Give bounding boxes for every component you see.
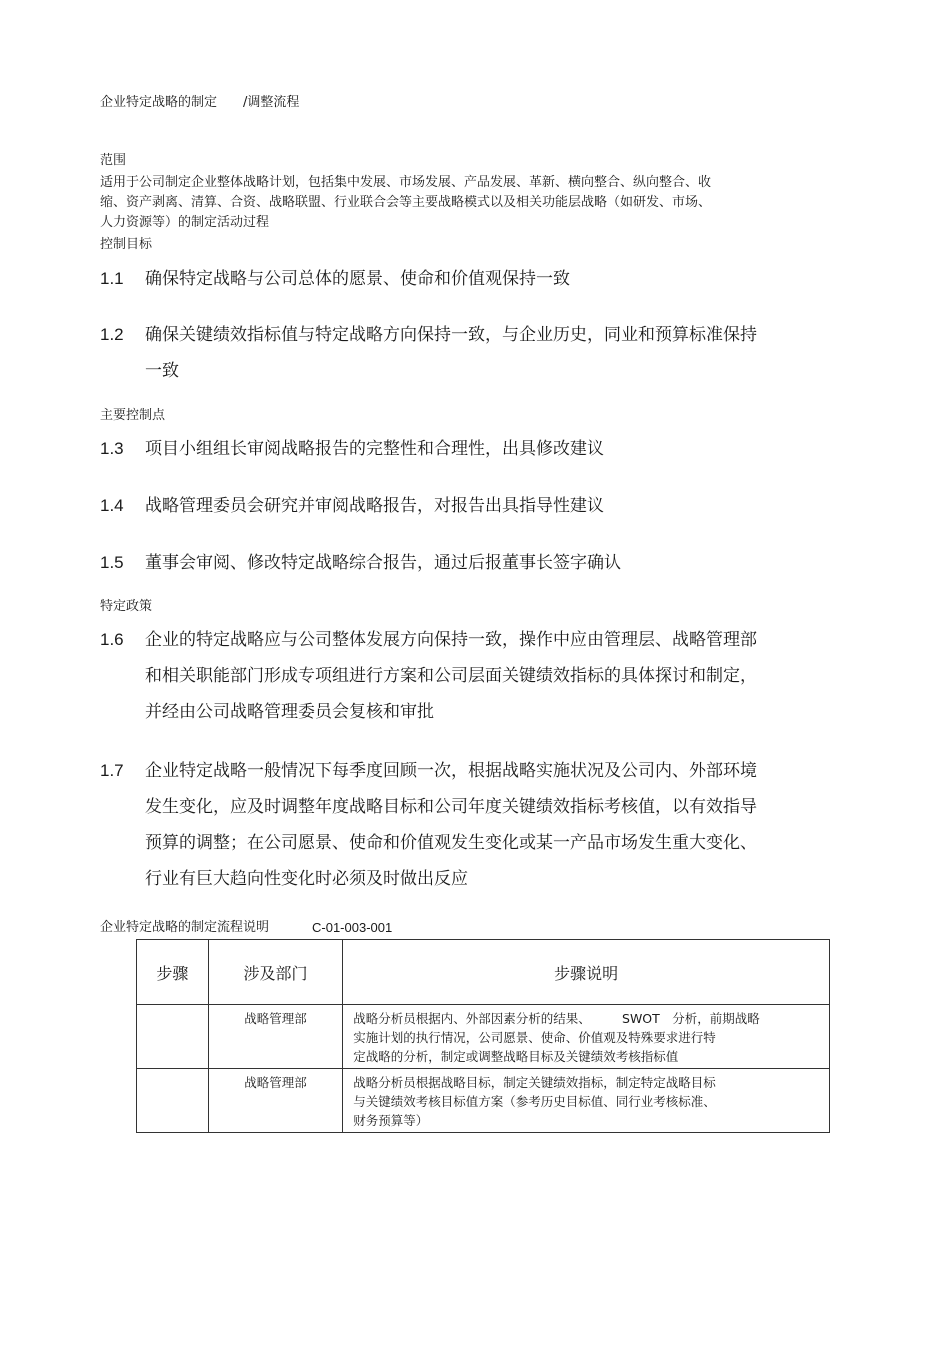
cell-step	[137, 1005, 209, 1069]
table-code: C-01-003-001	[312, 920, 393, 935]
control-points-heading: 主要控制点	[100, 408, 166, 423]
item-number: 1.5	[100, 553, 124, 572]
item-number: 1.7	[100, 761, 124, 780]
item-text: 确保特定战略与公司总体的愿景、使命和价值观保持一致	[145, 269, 570, 289]
table-row	[137, 1069, 830, 1133]
table-caption: 企业特定战略的制定流程说明	[100, 920, 270, 935]
objectives-heading: 控制目标	[100, 237, 153, 252]
header-desc: 步骤说明	[343, 940, 830, 1005]
cell-desc: 战略分析员根据内、外部因素分析的结果、 SWOT 分析，前期战略 实施计划的执行情况，公司愿景、使命、价值观及特殊要求进行特 定战略的分析，制定或调整战略目标及关键绩效考核指标值	[343, 1005, 830, 1069]
item-text: 战略管理委员会研究并审阅战略报告，对报告出具指导性建议	[145, 496, 604, 516]
table-row	[137, 1005, 830, 1069]
scope-line: 人力资源等）的制定活动过程	[100, 215, 270, 230]
cell-desc: 战略分析员根据战略目标，制定关键绩效指标，制定特定战略目标 与关键绩效考核目标值方案（参考历史目标值、同行业考核标准、 财务预算等）	[343, 1069, 830, 1133]
scope-line: 适用于公司制定企业整体战略计划，包括集中发展、市场发展、产品发展、革新、横向整合、纵向整合、收	[100, 175, 712, 190]
item-text: 企业特定战略一般情况下每季度回顾一次，根据战略实施状况及公司内、外部环境 发生变化，应及时调整年度战略目标和公司年度关键绩效指标考核值，以有效指导 预算的调整；在公司愿景、使命和价值观发生变化或某一产品市场发生重大变化、 行业有巨大趋向性变化时必须及时做出反应	[145, 761, 757, 889]
item-number: 1.4	[100, 496, 124, 515]
policy-heading: 特定政策	[100, 599, 153, 614]
item-text: 企业的特定战略应与公司整体发展方向保持一致，操作中应由管理层、战略管理部 和相关职能部门形成专项组进行方案和公司层面关键绩效指标的具体探讨和制定， 并经由公司战略管理委员会复核和审批	[145, 630, 757, 722]
flow-table	[136, 939, 830, 1133]
item-number: 1.2	[100, 325, 124, 344]
cell-step	[137, 1069, 209, 1133]
document-title: 企业特定战略的制定 /调整流程	[100, 95, 300, 110]
scope-text	[100, 173, 711, 233]
table-header-row	[137, 940, 830, 1005]
item-text: 确保关键绩效指标值与特定战略方向保持一致，与企业历史，同业和预算标准保持 一致	[145, 325, 757, 381]
item-number: 1.6	[100, 630, 124, 649]
cell-dept: 战略管理部	[208, 1005, 343, 1069]
item-number: 1.3	[100, 439, 124, 458]
item-text: 项目小组组长审阅战略报告的完整性和合理性，出具修改建议	[145, 439, 604, 459]
header-step: 步骤	[137, 940, 209, 1005]
scope-heading: 范围	[100, 153, 127, 168]
item-number: 1.1	[100, 269, 124, 288]
item-text: 董事会审阅、修改特定战略综合报告，通过后报董事长签字确认	[145, 553, 621, 573]
header-dept: 涉及部门	[208, 940, 343, 1005]
cell-dept: 战略管理部	[208, 1069, 343, 1133]
scope-line: 缩、资产剥离、清算、合资、战略联盟、行业联合会等主要战略模式以及相关功能层战略（如研发、市场、	[100, 195, 712, 210]
